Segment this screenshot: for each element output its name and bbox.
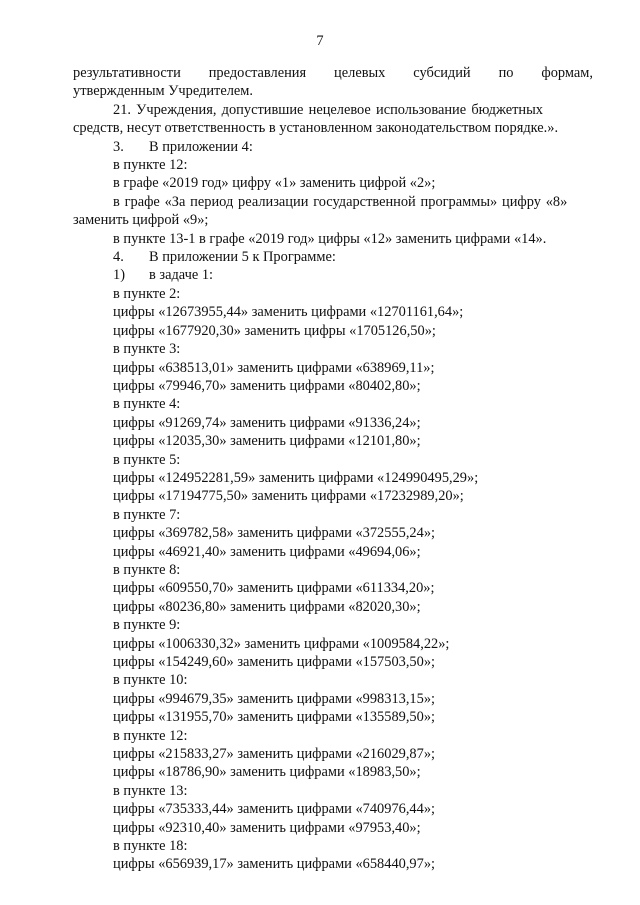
point-line: цифры «80236,80» заменить цифрами «82020,30»;: [113, 598, 421, 615]
page-number: 7: [316, 33, 324, 49]
point-label: в пункте 2:: [113, 285, 181, 302]
point-line: цифры «18786,90» заменить цифрами «18983,50»;: [113, 764, 421, 781]
point-line: цифры «215833,27» заменить цифрами «216029,87»;: [113, 746, 436, 763]
paragraph-line: [73, 64, 593, 82]
item-number: 3.: [113, 138, 124, 155]
point-line: цифры «656939,17» заменить цифрами «658440,97»;: [113, 856, 436, 873]
paragraph-line: средств, несут ответственность в установленном законодательством порядке.».: [73, 120, 559, 137]
point-label: в пункте 3:: [113, 341, 181, 358]
subitem-text: в задаче 1:: [149, 267, 214, 284]
point-line: цифры «12035,30» заменить цифрами «12101,80»;: [113, 433, 421, 450]
point-line: цифры «46921,40» заменить цифрами «49694,06»;: [113, 543, 421, 560]
word: субсидий: [413, 65, 471, 81]
point-line: цифры «154249,60» заменить цифрами «157503,50»;: [113, 654, 436, 670]
point-line: цифры «124952281,59» заменить цифрами «124990495,29»;: [113, 469, 479, 486]
point-line: цифры «131955,70» заменить цифрами «135589,50»;: [113, 709, 436, 726]
point-label: в пункте 12:: [113, 727, 188, 744]
point-label: в пункте 4:: [113, 396, 181, 413]
point-line: цифры «17194775,50» заменить цифрами «17232989,20»;: [113, 488, 464, 505]
point-line: цифры «638513,01» заменить цифрами «638969,11»;: [113, 359, 435, 376]
point-label: в пункте 13:: [113, 782, 188, 799]
point-line: цифры «1677920,30» заменить цифры «1705126,50»;: [113, 322, 436, 339]
document-body: [73, 64, 593, 874]
item-3-heading: [73, 138, 593, 156]
subitem-1-heading: [73, 266, 593, 284]
point-line: цифры «1006330,32» заменить цифрами «1009584,22»;: [113, 635, 450, 652]
point-line: цифры «92310,40» заменить цифрами «97953,40»;: [113, 819, 421, 836]
point-line: цифры «91269,74» заменить цифрами «91336,24»;: [113, 414, 421, 431]
paragraph-line: 21. Учреждения, допустившие нецелевое использование бюджетных: [113, 101, 543, 118]
point-label: в пункте 10:: [113, 672, 188, 689]
point-label: в пункте 9:: [113, 617, 181, 634]
point-label: в пункте 8:: [113, 561, 181, 578]
point-line: цифры «994679,35» заменить цифрами «998313,15»;: [113, 690, 436, 707]
item-4-heading: [73, 248, 593, 266]
point-line: цифры «609550,70» заменить цифрами «611334,20»;: [113, 580, 435, 597]
word: по: [498, 65, 514, 81]
point-line: цифры «12673955,44» заменить цифрами «12701161,64»;: [113, 304, 464, 321]
subitem-number: 1): [113, 267, 125, 284]
item-text: В приложении 5 к Программе:: [149, 249, 336, 266]
paragraph-line: утвержденным Учредителем.: [73, 83, 253, 100]
point-line: цифры «369782,58» заменить цифрами «372555,24»;: [113, 525, 436, 542]
word: предоставления: [208, 65, 307, 81]
word: целевых: [334, 65, 386, 81]
item-number: 4.: [113, 249, 124, 266]
word: результативности: [73, 65, 181, 81]
paragraph-line: в графе «2019 год» цифру «1» заменить цифрой «2»;: [113, 175, 436, 192]
points-list: [73, 285, 593, 874]
point-label: в пункте 7:: [113, 506, 181, 523]
item-text: В приложении 4:: [149, 138, 253, 155]
word: формам,: [541, 65, 593, 81]
point-line: цифры «79946,70» заменить цифрами «80402,80»;: [113, 377, 421, 394]
point-label: в пункте 12:: [113, 157, 188, 174]
paragraph-line: заменить цифрой «9»;: [73, 212, 209, 229]
paragraph-line: в пункте 13-1 в графе «2019 год» цифры «12» заменить цифрами «14».: [113, 230, 547, 247]
point-label: в пункте 18:: [113, 838, 188, 855]
point-line: цифры «735333,44» заменить цифрами «740976,44»;: [113, 801, 436, 818]
paragraph-line: в графе «За период реализации государственной программы» цифру «8»: [113, 193, 568, 210]
point-label: в пункте 5:: [113, 451, 181, 468]
